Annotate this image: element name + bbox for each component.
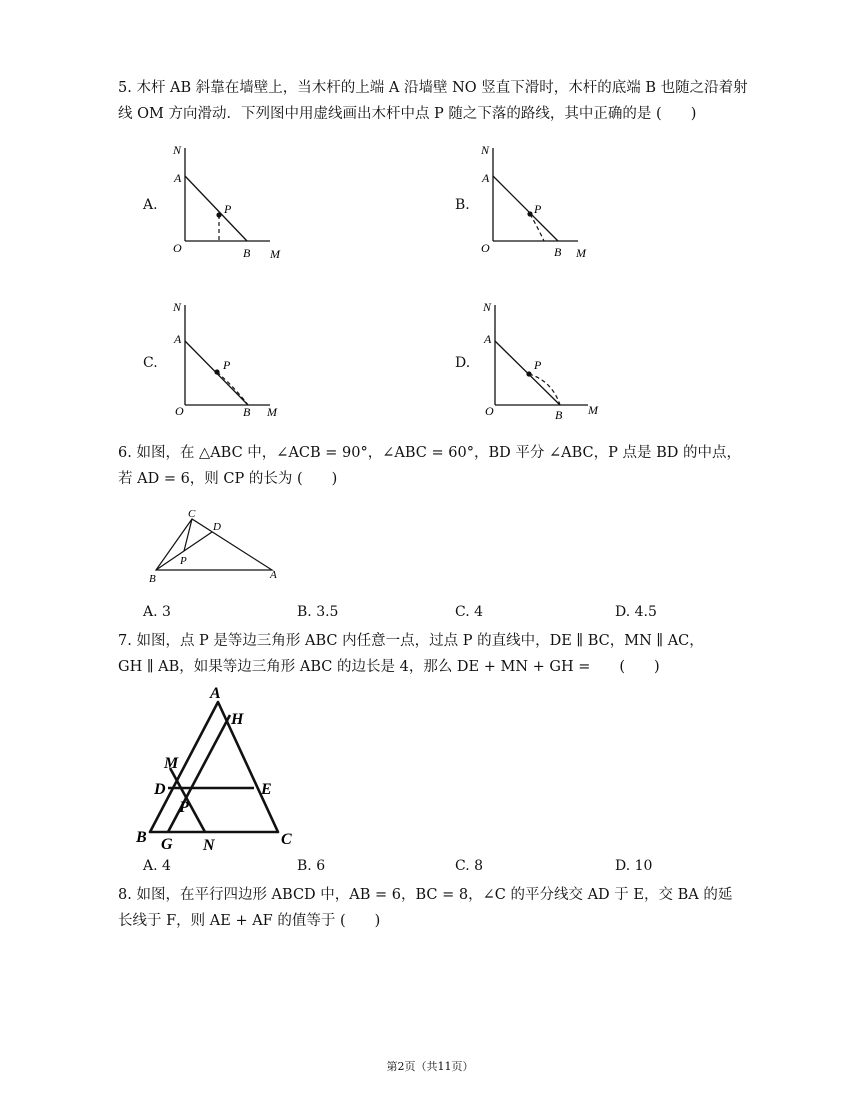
q5-option-a: A. [143,197,158,213]
q7-line1: 7. 如图，点 P 是等边三角形 ABC 内任意一点，过点 P 的直线中，DE ∥ BC，MN ∥ AC， [118,633,704,649]
label-p: P [534,202,542,216]
label-a: A [484,332,492,346]
q8-line2: 长线于 F，则 AE + AF 的值等于 ( ) [118,913,381,929]
label-g: G [161,836,173,853]
q5-figure-c [170,297,290,422]
label-c: C [188,508,196,520]
label-b: B [554,245,562,259]
label-p: P [180,555,187,567]
label-m: M [588,403,598,417]
q5-option-d: D. [455,355,471,371]
label-o: O [485,404,494,418]
label-d: D [213,521,221,533]
label-h: H [231,711,244,728]
q7-option-b: B. 6 [297,858,326,874]
label-b: B [136,829,147,846]
label-p: P [223,358,231,372]
q5-option-c: C. [143,355,158,371]
label-m: M [270,247,280,261]
label-n: N [483,300,492,314]
q6-line1: 6. 如图，在 △ABC 中，∠ACB = 90°，∠ABC = 60°，BD 平分 ∠ABC，P 点是 BD 的中点， [118,445,741,461]
label-p: P [534,358,542,372]
q6-option-a: A. 3 [143,604,171,620]
label-b: B [243,405,251,419]
q6-option-b: B. 3.5 [297,604,339,620]
label-d: D [154,781,166,798]
label-o: O [173,241,182,255]
label-b: B [555,408,563,422]
label-n: N [481,143,490,157]
label-p: P [179,799,189,816]
label-b: B [149,573,156,585]
label-m: M [267,405,277,419]
label-a: A [482,171,490,185]
page-footer: 第2页（共11页） [386,1060,474,1073]
q7-figure [130,682,305,852]
label-m: M [164,755,179,772]
q7-option-a: A. 4 [143,858,171,874]
label-a: A [174,171,182,185]
q6-option-d: D. 4.5 [615,604,657,620]
label-b: B [243,246,251,260]
q6-line2: 若 AD = 6，则 CP 的长为 ( ) [118,471,338,487]
label-n: N [173,143,182,157]
label-p: P [224,202,232,216]
q6-option-c: C. 4 [455,604,484,620]
q7-line2: GH ∥ AB，如果等边三角形 ABC 的边长是 4，那么 DE + MN + GH = ( ) [118,659,660,675]
label-a: A [210,685,221,702]
label-m: M [576,246,586,260]
label-e: E [261,781,272,798]
label-a: A [174,332,182,346]
label-n: N [203,837,215,854]
q7-option-c: C. 8 [455,858,484,874]
q7-option-d: D. 10 [615,858,653,874]
q8-line1: 8. 如图，在平行四边形 ABCD 中，AB = 6，BC = 8，∠C 的平分线交 AD 于 E，交 BA 的延 [118,887,733,903]
q5-figure-d [478,297,608,422]
label-o: O [481,241,490,255]
q6-figure [140,505,290,590]
q5-line2: 线 OM 方向滑动．下列图中用虚线画出木杆中点 P 随之下落的路线，其中正确的是 ( ) [118,106,697,122]
label-a: A [270,569,277,581]
q5-option-b: B. [455,197,470,213]
label-n: N [173,300,182,314]
q5-line1: 5. 木杆 AB 斜靠在墙壁上，当木杆的上端 A 沿墙壁 NO 竖直下滑时，木杆的底端 B 也随之沿着射 [118,80,748,96]
q5-figure-b [478,140,598,265]
q5-figure-a [170,140,290,265]
label-o: O [175,404,184,418]
label-c: C [281,831,292,848]
